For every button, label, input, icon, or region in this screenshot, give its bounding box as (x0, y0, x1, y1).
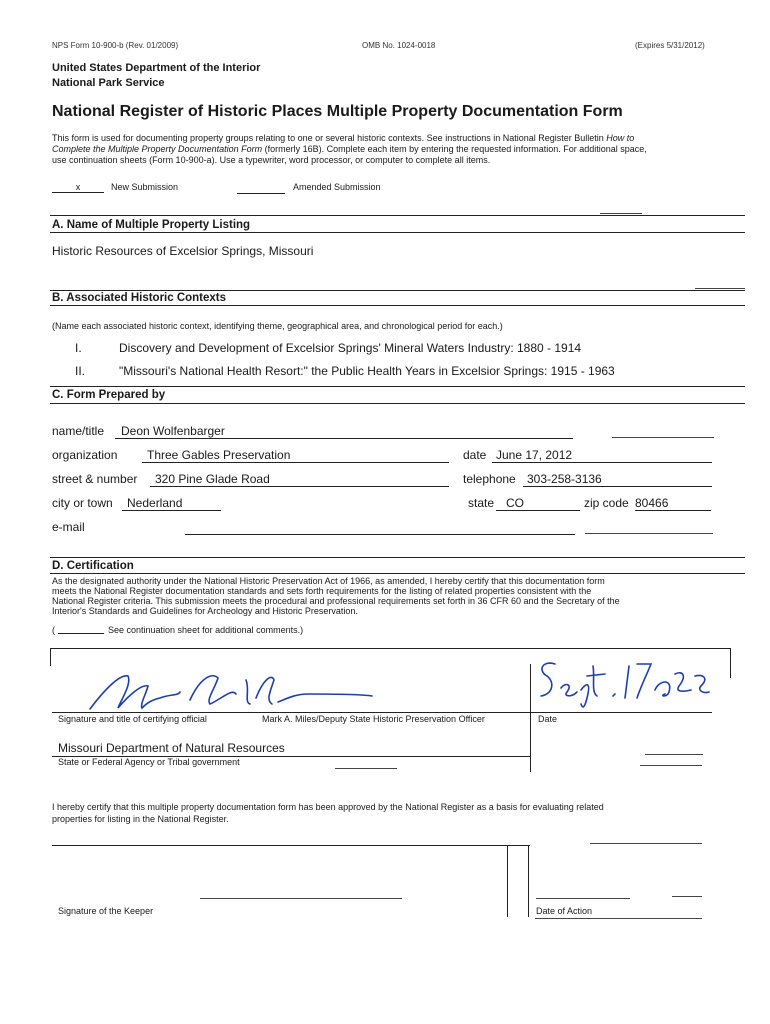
omb-number: OMB No. 1024-0018 (362, 41, 436, 50)
section-a-bottom-rule (50, 232, 745, 233)
agency-name[interactable]: Missouri Department of Natural Resources (58, 741, 285, 755)
keeper-date-label: Date of Action (536, 906, 593, 916)
city-label: city or town (52, 496, 113, 510)
street-label: street & number (52, 472, 138, 486)
scan-mark (590, 843, 702, 844)
continuation-open-paren: ( (52, 625, 55, 635)
scan-mark (695, 288, 745, 289)
scan-mark (612, 437, 714, 438)
section-c-bottom-rule (50, 403, 745, 404)
keeper-statement: I hereby certify that this multiple property documentation form has been approved by the National Register as a basis for evaluating related properties for listing in the National Register. (52, 802, 604, 824)
section-c-top-rule (50, 386, 745, 387)
amended-submission-label: Amended Submission (293, 182, 381, 192)
signature-date-label: Date (538, 714, 558, 724)
form-id: NPS Form 10-900-b (Rev. 01/2009) (52, 41, 179, 50)
telephone-field[interactable]: 303-258-3136 (523, 472, 712, 487)
organization-field[interactable]: Three Gables Preservation (142, 448, 449, 463)
street-field[interactable]: 320 Pine Glade Road (150, 472, 449, 487)
city-field[interactable]: Nederland (122, 496, 221, 511)
context-1-text[interactable]: Discovery and Development of Excelsior Springs' Mineral Waters Industry: 1880 - 1914 (119, 341, 582, 355)
service: National Park Service (52, 77, 165, 89)
certification-date-handwritten (533, 652, 713, 714)
zip-field[interactable]: 80466 (635, 496, 711, 511)
scan-mark (672, 896, 702, 897)
keeper-divider-left (507, 845, 508, 917)
signature-label: Signature and title of certifying official (58, 714, 207, 724)
certifying-signature-image (60, 664, 380, 716)
section-a-top-rule (50, 215, 745, 216)
section-b-title: B. Associated Historic Contexts (52, 292, 227, 304)
department: United States Department of the Interior (52, 62, 261, 74)
page-title: National Register of Historic Places Multiple Property Documentation Form (52, 103, 623, 120)
organization-label: organization (52, 448, 118, 462)
section-b-bottom-rule (50, 305, 745, 306)
context-1-number: I. (75, 341, 82, 355)
context-2-number: II. (75, 364, 86, 378)
signature-line (52, 712, 712, 713)
section-a-title: A. Name of Multiple Property Listing (52, 219, 251, 231)
scan-mark (640, 765, 702, 766)
name-title-field[interactable]: Deon Wolfenbarger (115, 424, 573, 439)
continuation-checkbox-line[interactable] (58, 633, 104, 634)
new-submission-field[interactable]: x (52, 182, 104, 193)
signature-box-right-edge (730, 648, 731, 678)
keeper-signature-line (200, 898, 402, 899)
certification-statement: As the designated authority under the National Historic Preservation Act of 1966, as amended, I hereby certify that this documentation form meets the National Register documentation standards and sets forth requirements for the listing of related properties consistent with the National Register criteria. This submission meets the procedural and professional requirements set forth in 36 CFR 60 and the Secretary of the Interior's Standards and Guidelines for Archeology and Historic Preservation. (52, 576, 620, 616)
keeper-box-top (52, 845, 530, 846)
section-c-title: C. Form Prepared by (52, 389, 166, 401)
signature-box-top (50, 648, 730, 649)
context-2-text[interactable]: "Missouri's National Health Resort:" the Public Health Years in Excelsior Springs: 1915 - 1963 (119, 364, 615, 378)
zip-label: zip code (584, 496, 629, 510)
certifying-official-name[interactable]: Mark A. Miles/Deputy State Historic Preservation Officer (262, 714, 485, 724)
name-title-label: name/title (52, 424, 105, 438)
keeper-divider-right (528, 845, 529, 917)
keeper-date-line (536, 898, 630, 899)
telephone-label: telephone (463, 472, 516, 486)
email-field[interactable] (185, 520, 575, 535)
new-submission-label: New Submission (111, 182, 179, 192)
section-b-note: (Name each associated historic context, identifying theme, geographical area, and chronological period for each.) (52, 321, 503, 331)
multiple-property-name[interactable]: Historic Resources of Excelsior Springs, Missouri (52, 244, 314, 258)
expiration: (Expires 5/31/2012) (635, 41, 705, 50)
scan-mark (645, 754, 703, 755)
section-d-title: D. Certification (52, 560, 134, 572)
state-field[interactable]: CO (496, 496, 580, 511)
amended-submission-field[interactable] (237, 182, 285, 194)
date-field[interactable]: June 17, 2012 (492, 448, 712, 463)
section-d-bottom-rule (50, 573, 745, 574)
scan-mark (600, 213, 642, 214)
signature-date-divider (530, 664, 531, 772)
intro-text: This form is used for documenting property groups relating to one or several historic contexts. See instructions in National Register Bulletin How to Complete the Multiple Property Documentation Form (formerly 16B). Complete each item by entering the requested information. For additional space, use continuation sheets (Form 10-900-a). Use a typewriter, word processor, or computer to complete all items. (52, 133, 647, 165)
keeper-signature-label: Signature of the Keeper (58, 906, 154, 916)
scan-mark (585, 533, 713, 534)
agency-label: State or Federal Agency or Tribal government (58, 757, 240, 767)
date-label: date (463, 448, 487, 462)
section-b-top-rule (50, 290, 745, 291)
scan-mark (335, 768, 397, 769)
state-label: state (468, 496, 495, 510)
email-label: e-mail (52, 520, 85, 534)
keeper-date-bottom-line (535, 918, 702, 919)
signature-box-left-edge (50, 648, 51, 666)
continuation-note: See continuation sheet for additional comments.) (108, 625, 304, 635)
section-d-top-rule (50, 557, 745, 558)
